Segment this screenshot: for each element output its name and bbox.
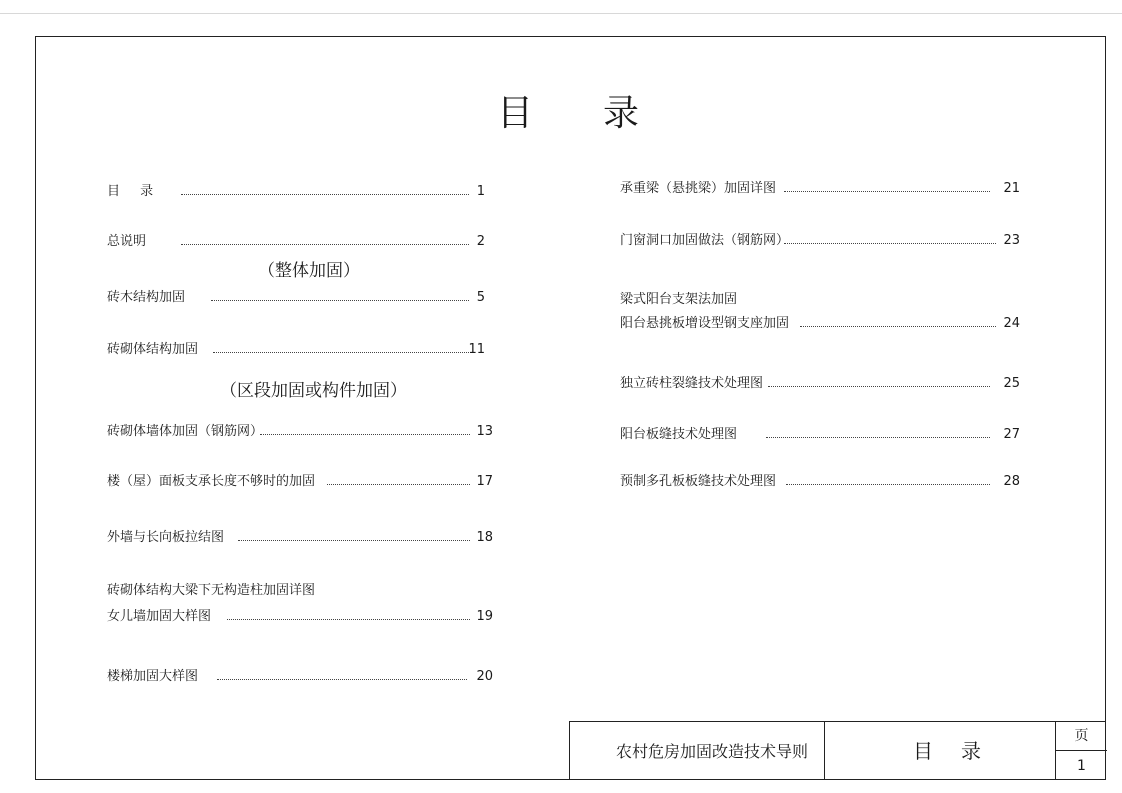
toc-entry[interactable] bbox=[620, 180, 1022, 198]
toc-entry-page: 18 bbox=[476, 530, 493, 545]
toc-entry-page: 25 bbox=[1003, 376, 1020, 391]
toc-entry[interactable] bbox=[620, 426, 1022, 444]
toc-entry-page: 27 bbox=[1003, 427, 1020, 442]
toc-entry[interactable] bbox=[620, 375, 1022, 393]
toc-entry-label: 楼梯加固大样图 bbox=[107, 669, 199, 684]
toc-entry-page: 21 bbox=[1003, 181, 1020, 196]
toc-entry-page: 19 bbox=[476, 609, 493, 624]
toc-leader-dots bbox=[327, 484, 470, 485]
toc-entry[interactable] bbox=[107, 473, 493, 491]
toc-leader-dots bbox=[800, 326, 996, 327]
page-label: 页 bbox=[1056, 722, 1107, 751]
toc-leader-dots bbox=[784, 243, 996, 244]
toc-entry-label: 独立砖柱裂缝技术处理图 bbox=[620, 376, 764, 391]
toc-leader-dots bbox=[227, 619, 470, 620]
toc-entry-label: 总说明 bbox=[107, 234, 147, 249]
toc-entry-label: 砖砌体墙体加固（钢筋网） bbox=[107, 424, 264, 439]
toc-entry-label: 梁式阳台支架法加固 bbox=[620, 292, 738, 307]
toc-entry-page: 11 bbox=[468, 342, 485, 357]
page-title-char-1: 目 bbox=[497, 93, 534, 134]
toc-leader-dots bbox=[766, 437, 990, 438]
title-block-page-cell bbox=[1056, 722, 1107, 780]
toc-entry-page: 24 bbox=[1003, 316, 1020, 331]
toc-entry[interactable] bbox=[107, 668, 493, 686]
toc-leader-dots bbox=[786, 484, 990, 485]
page-title bbox=[497, 92, 640, 136]
drawing-name bbox=[913, 739, 981, 763]
toc-entry-label: 女儿墙加固大样图 bbox=[107, 609, 212, 624]
drawing-name-char-2: 录 bbox=[961, 739, 981, 763]
toc-leader-dots bbox=[238, 540, 470, 541]
toc-entry-label: 阳台板缝技术处理图 bbox=[620, 427, 738, 442]
page-number: 1 bbox=[1077, 758, 1086, 774]
toc-entry[interactable] bbox=[620, 232, 1022, 250]
toc-entry-label: 承重梁（悬挑梁）加固详图 bbox=[620, 181, 777, 196]
toc-entry[interactable] bbox=[620, 291, 1022, 309]
toc-entry-label: 目 录 bbox=[107, 184, 162, 199]
toc-entry[interactable] bbox=[107, 183, 493, 201]
toc-entry-page: 23 bbox=[1003, 233, 1020, 248]
title-block-drawing-cell bbox=[825, 722, 1056, 780]
toc-entry-page: 2 bbox=[476, 234, 485, 249]
toc-entry[interactable] bbox=[107, 289, 493, 307]
toc-leader-dots bbox=[211, 300, 469, 301]
page-title-char-2: 录 bbox=[603, 93, 640, 134]
toc-entry[interactable] bbox=[620, 315, 1022, 333]
toc-leader-dots bbox=[260, 434, 470, 435]
toc-leader-dots bbox=[784, 191, 990, 192]
toc-entry-label: 预制多孔板板缝技术处理图 bbox=[620, 474, 777, 489]
title-block bbox=[569, 721, 1106, 780]
toc-leader-dots bbox=[181, 244, 469, 245]
toc-entry-page: 13 bbox=[476, 424, 493, 439]
toc-entry[interactable] bbox=[107, 529, 493, 547]
toc-entry-label: 门窗洞口加固做法（钢筋网） bbox=[620, 233, 790, 248]
toc-entry-page: 28 bbox=[1003, 474, 1020, 489]
toc-entry-label: 阳台悬挑板增设型钢支座加固 bbox=[620, 316, 790, 331]
drawing-name-char-1: 目 bbox=[913, 739, 933, 763]
toc-leader-dots bbox=[181, 194, 469, 195]
toc-entry-label: 外墙与长向板拉结图 bbox=[107, 530, 225, 545]
section-heading: （区段加固或构件加固） bbox=[220, 381, 407, 401]
section-heading: （整体加固） bbox=[258, 261, 360, 281]
project-name: 农村危房加固改造技术导则 bbox=[616, 742, 809, 761]
top-scan-rule bbox=[0, 13, 1122, 14]
toc-entry[interactable] bbox=[107, 341, 493, 359]
toc-entry[interactable] bbox=[620, 473, 1022, 491]
toc-entry[interactable] bbox=[107, 582, 493, 600]
toc-leader-dots bbox=[213, 352, 475, 353]
toc-entry-label: 砖砌体结构加固 bbox=[107, 342, 199, 357]
toc-entry-page: 1 bbox=[476, 184, 485, 199]
toc-entry-label: 楼（屋）面板支承长度不够时的加固 bbox=[107, 474, 316, 489]
title-block-project-cell bbox=[570, 722, 825, 780]
toc-entry-label: 砖砌体结构大梁下无构造柱加固详图 bbox=[107, 583, 316, 598]
toc-entry-label: 砖木结构加固 bbox=[107, 290, 186, 305]
toc-leader-dots bbox=[768, 386, 990, 387]
toc-entry-page: 17 bbox=[476, 474, 493, 489]
toc-entry[interactable] bbox=[107, 608, 493, 626]
toc-entry[interactable] bbox=[107, 233, 493, 251]
toc-entry[interactable] bbox=[107, 423, 493, 441]
toc-entry-page: 20 bbox=[476, 669, 493, 684]
toc-entry-page: 5 bbox=[476, 290, 485, 305]
toc-leader-dots bbox=[217, 679, 467, 680]
